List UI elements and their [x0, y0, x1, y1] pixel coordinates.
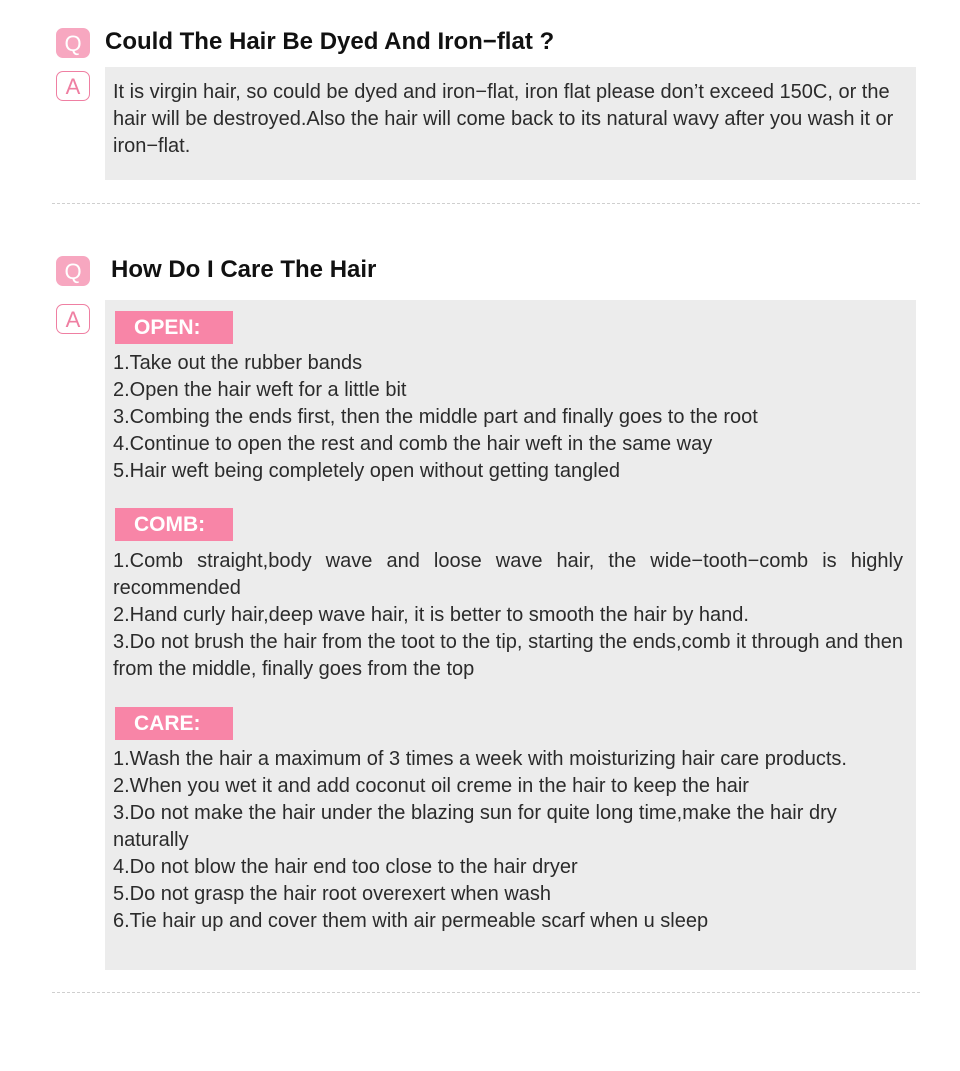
divider: [52, 992, 920, 993]
care-steps-list: [113, 746, 903, 935]
list-item: 3.Combing the ends first, then the middle part and finally goes to the root: [113, 406, 758, 428]
list-item: 1.Comb straight,body wave and loose wave hair, the wide−tooth−comb is highly recommended: [113, 550, 903, 599]
list-item: 4.Do not blow the hair end too close to the hair dryer: [113, 856, 578, 878]
section-tag-care: CARE:: [115, 707, 233, 740]
list-item: 2.Open the hair weft for a little bit: [113, 379, 407, 401]
section-tag-comb: COMB:: [115, 508, 233, 541]
list-item: 5.Do not grasp the hair root overexert when wash: [113, 883, 552, 905]
divider: [52, 203, 920, 204]
section-tag-open: OPEN:: [115, 311, 233, 344]
answer-badge: A: [56, 71, 90, 101]
question-badge: Q: [56, 28, 90, 58]
answer-text: It is virgin hair, so could be dyed and iron−flat, iron flat please don’t exceed 150C, or the hair will be destroyed.Also the hair will come back to its natural wavy after you wash it or iron−flat.: [113, 81, 894, 157]
list-item: 1.Take out the rubber bands: [113, 352, 363, 374]
question-title: Could The Hair Be Dyed And Iron−flat ?: [105, 28, 555, 55]
question-badge: Q: [56, 256, 90, 286]
list-item: 5.Hair weft being completely open without getting tangled: [113, 460, 620, 482]
question-title: How Do I Care The Hair: [111, 256, 377, 283]
list-item: 2.When you wet it and add coconut oil creme in the hair to keep the hair: [113, 775, 749, 797]
comb-steps-list: [113, 548, 903, 683]
list-item: 4.Continue to open the rest and comb the hair weft in the same way: [113, 433, 713, 455]
list-item: 2.Hand curly hair,deep wave hair, it is better to smooth the hair by hand.: [113, 604, 749, 626]
open-steps-list: [113, 350, 903, 485]
answer-badge: A: [56, 304, 90, 334]
list-item: 3.Do not make the hair under the blazing sun for quite long time,make the hair dry naturally: [113, 802, 837, 851]
list-item: 3.Do not brush the hair from the toot to the tip, starting the ends,comb it through and then from the middle, finally goes from the top: [113, 631, 903, 680]
list-item: 1.Wash the hair a maximum of 3 times a week with moisturizing hair care products.: [113, 748, 847, 770]
list-item: 6.Tie hair up and cover them with air permeable scarf when u sleep: [113, 910, 709, 932]
answer-box: [105, 67, 916, 180]
